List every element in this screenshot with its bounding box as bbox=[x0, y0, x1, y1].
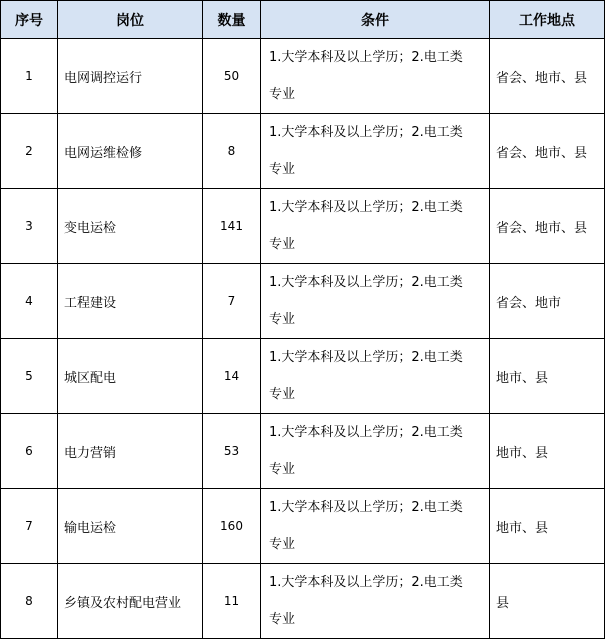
cell-post: 电网调控运行 bbox=[58, 39, 203, 114]
header-no: 序号 bbox=[1, 1, 58, 39]
cell-quantity: 53 bbox=[203, 414, 261, 489]
cell-no: 3 bbox=[1, 189, 58, 264]
cell-conditions bbox=[261, 564, 490, 639]
conditions-line-2: 专业 bbox=[269, 312, 296, 327]
header-post: 岗位 bbox=[58, 1, 203, 39]
conditions-line-1: 1.大学本科及以上学历；2.电工类 bbox=[269, 275, 463, 290]
cell-post: 输电运检 bbox=[58, 489, 203, 564]
header-quantity: 数量 bbox=[203, 1, 261, 39]
cell-quantity: 8 bbox=[203, 114, 261, 189]
cell-location: 省会、地市、县 bbox=[490, 189, 605, 264]
cell-quantity: 14 bbox=[203, 339, 261, 414]
cell-quantity: 7 bbox=[203, 264, 261, 339]
cell-location: 省会、地市、县 bbox=[490, 39, 605, 114]
cell-location: 地市、县 bbox=[490, 339, 605, 414]
cell-no: 8 bbox=[1, 564, 58, 639]
table-row bbox=[1, 339, 605, 414]
cell-post: 电网运维检修 bbox=[58, 114, 203, 189]
conditions-line-1: 1.大学本科及以上学历；2.电工类 bbox=[269, 425, 463, 440]
table-row bbox=[1, 414, 605, 489]
conditions-line-1: 1.大学本科及以上学历；2.电工类 bbox=[269, 575, 463, 590]
cell-location: 省会、地市、县 bbox=[490, 114, 605, 189]
cell-post: 变电运检 bbox=[58, 189, 203, 264]
conditions-line-1: 1.大学本科及以上学历；2.电工类 bbox=[269, 50, 463, 65]
table-row bbox=[1, 189, 605, 264]
header-location: 工作地点 bbox=[490, 1, 605, 39]
conditions-line-1: 1.大学本科及以上学历；2.电工类 bbox=[269, 500, 463, 515]
cell-quantity: 141 bbox=[203, 189, 261, 264]
conditions-line-2: 专业 bbox=[269, 462, 296, 477]
table-row bbox=[1, 39, 605, 114]
conditions-line-2: 专业 bbox=[269, 162, 296, 177]
header-conditions: 条件 bbox=[261, 1, 490, 39]
cell-location: 县 bbox=[490, 564, 605, 639]
cell-no: 1 bbox=[1, 39, 58, 114]
header-row bbox=[1, 1, 605, 39]
cell-conditions bbox=[261, 39, 490, 114]
conditions-line-1: 1.大学本科及以上学历；2.电工类 bbox=[269, 125, 463, 140]
cell-conditions bbox=[261, 114, 490, 189]
cell-conditions bbox=[261, 489, 490, 564]
conditions-line-2: 专业 bbox=[269, 612, 296, 627]
cell-conditions bbox=[261, 339, 490, 414]
cell-no: 4 bbox=[1, 264, 58, 339]
table-row bbox=[1, 489, 605, 564]
cell-quantity: 11 bbox=[203, 564, 261, 639]
conditions-line-1: 1.大学本科及以上学历；2.电工类 bbox=[269, 350, 463, 365]
cell-post: 电力营销 bbox=[58, 414, 203, 489]
cell-quantity: 160 bbox=[203, 489, 261, 564]
cell-location: 省会、地市 bbox=[490, 264, 605, 339]
cell-conditions bbox=[261, 189, 490, 264]
cell-no: 7 bbox=[1, 489, 58, 564]
table-row bbox=[1, 564, 605, 639]
cell-no: 2 bbox=[1, 114, 58, 189]
cell-no: 6 bbox=[1, 414, 58, 489]
cell-quantity: 50 bbox=[203, 39, 261, 114]
cell-no: 5 bbox=[1, 339, 58, 414]
cell-conditions bbox=[261, 414, 490, 489]
table-row bbox=[1, 114, 605, 189]
cell-location: 地市、县 bbox=[490, 414, 605, 489]
conditions-line-2: 专业 bbox=[269, 537, 296, 552]
table-row bbox=[1, 264, 605, 339]
conditions-line-2: 专业 bbox=[269, 87, 296, 102]
cell-post: 城区配电 bbox=[58, 339, 203, 414]
conditions-line-2: 专业 bbox=[269, 237, 296, 252]
cell-post: 工程建设 bbox=[58, 264, 203, 339]
conditions-line-1: 1.大学本科及以上学历；2.电工类 bbox=[269, 200, 463, 215]
cell-conditions bbox=[261, 264, 490, 339]
conditions-line-2: 专业 bbox=[269, 387, 296, 402]
cell-post: 乡镇及农村配电营业 bbox=[58, 564, 203, 639]
cell-location: 地市、县 bbox=[490, 489, 605, 564]
